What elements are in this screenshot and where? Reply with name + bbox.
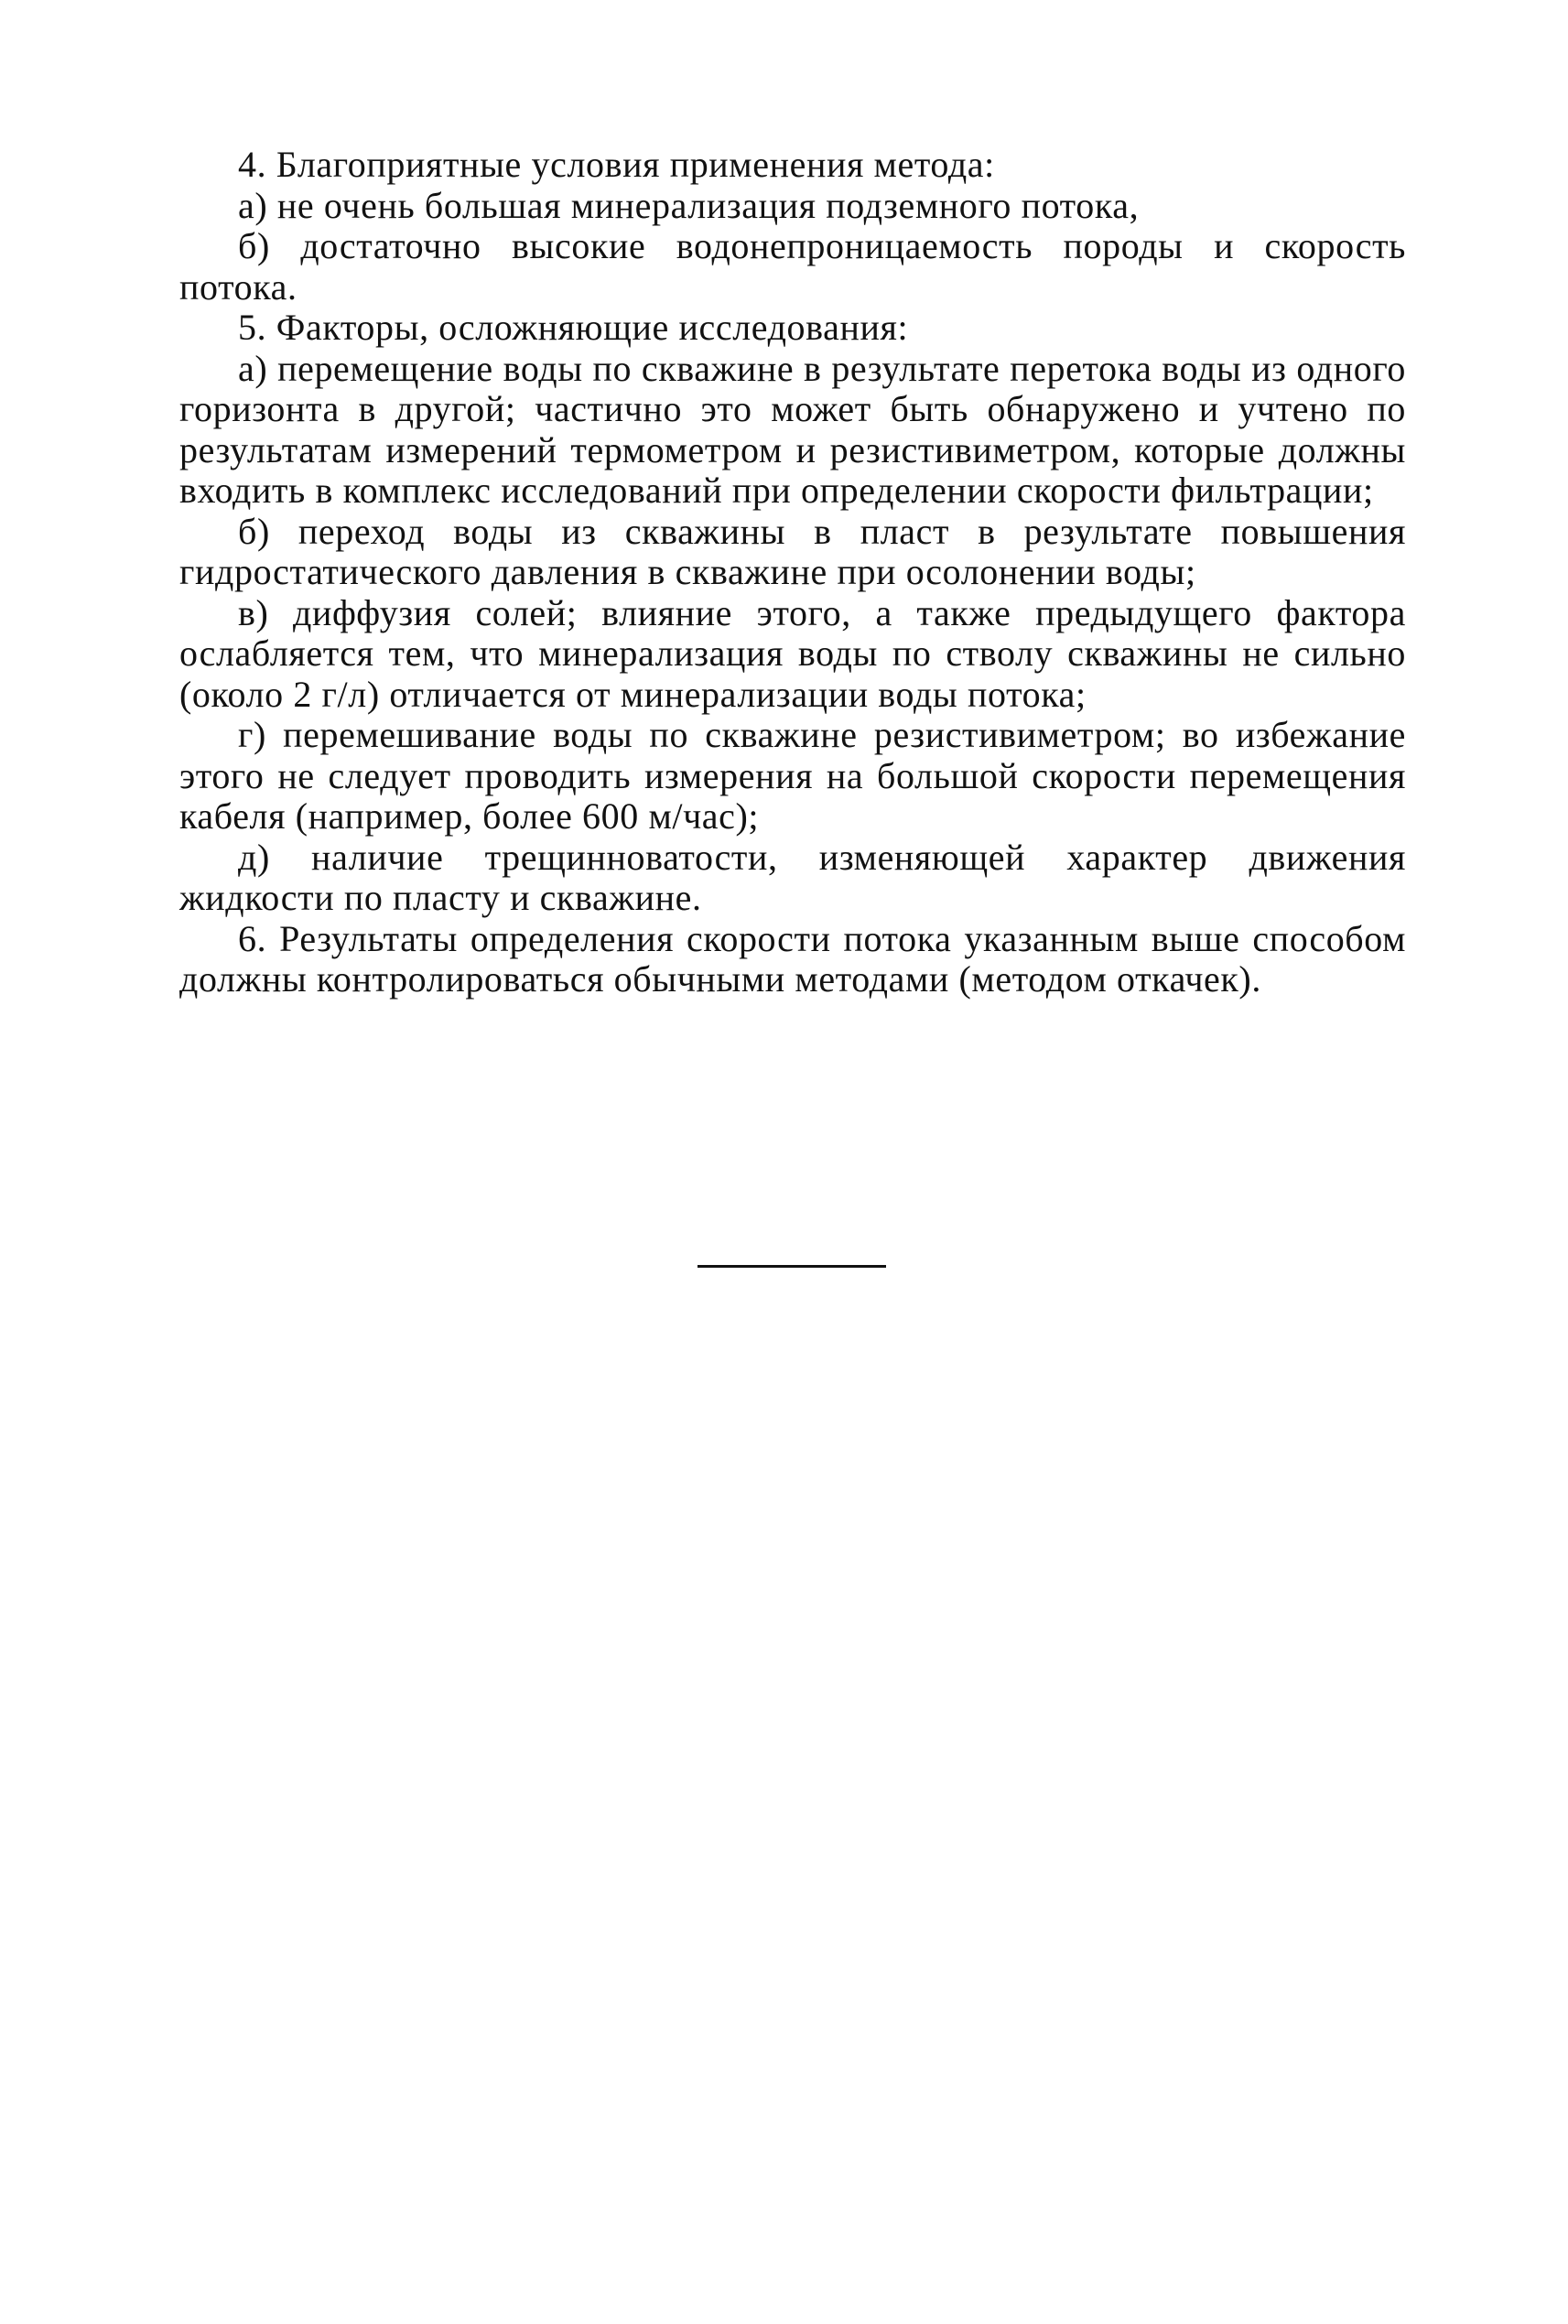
paragraph-6-results: 6. Результаты определения скорости потока указанным выше способом должны контролироваться обычными методами (методом откачек). bbox=[179, 917, 1406, 1000]
paragraph-5a: а) перемещение воды по скважине в результате перетока воды из одного горизонта в другой; частично это может быть обнаружено и учтено по результатам измерений термометром и резистивиметром, которые должны входить в комплекс исследований при определении скорости фильтрации; bbox=[179, 347, 1406, 511]
paragraph-4-conditions-heading: 4. Благоприятные условия применения метода: bbox=[238, 144, 995, 185]
text-body bbox=[179, 145, 1406, 1000]
paragraph-4b: б) достаточно высокие водонепроницаемость породы и скорость потока. bbox=[179, 225, 1406, 308]
paragraph-5-factors-heading: 5. Факторы, осложняющие исследования: bbox=[238, 307, 909, 348]
paragraph-5e: д) наличие трещинноватости, изменяющей характер движения жидкости по пласту и скважине. bbox=[179, 836, 1406, 918]
section-end-rule bbox=[697, 1265, 886, 1268]
paragraph-5b: б) переход воды из скважины в пласт в результате повышения гидростатического давления в скважине при осолонении воды; bbox=[179, 510, 1406, 592]
paragraph-4a: а) не очень большая минерализация подземного потока, bbox=[238, 184, 1140, 226]
paragraph-5d: г) перемешивание воды по скважине резистивиметром; во избежание этого не следует проводить измерения на большой скорости перемещения кабеля (например, более 600 м/час); bbox=[179, 714, 1406, 837]
paragraph-5c: в) диффузия солей; влияние этого, а также предыдущего фактора ослабляется тем, что минерализация воды по стволу скважины не сильно (около 2 г/л) отличается от минерализации воды потока; bbox=[179, 591, 1406, 715]
